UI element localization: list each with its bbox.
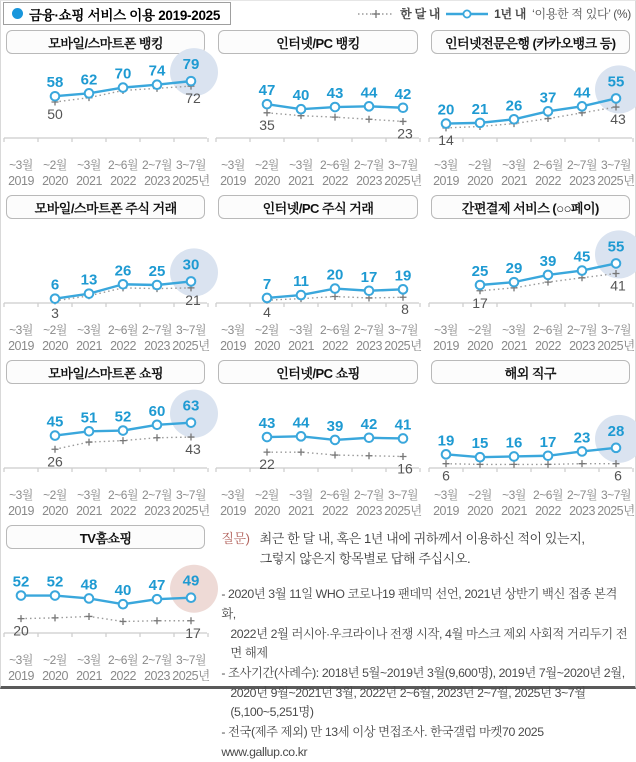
chart-title: 인터넷/PC 쇼핑 (218, 360, 417, 384)
value-label-yearly: 49 (182, 572, 200, 590)
chart-panel (3, 523, 208, 687)
axis-month-label: 3~7월 (600, 488, 631, 502)
value-label-yearly: 55 (607, 73, 624, 91)
axis-month-label: ~2월 (467, 323, 492, 337)
axis-year-label: 2019 (8, 339, 34, 353)
axis-month-label: 3~7월 (388, 158, 419, 172)
axis-year-label: 2020 (466, 339, 493, 353)
axis-month-label: 2~7월 (142, 158, 172, 172)
value-label-monthly: 43 (609, 111, 626, 128)
axis-month-label: 2~7월 (566, 323, 597, 337)
axis-year-label: 2023 (144, 504, 170, 518)
value-label-yearly: 70 (114, 65, 132, 83)
axis-month-label: 2~6월 (108, 323, 138, 337)
chart-plot (3, 549, 208, 684)
value-label-yearly: 44 (360, 84, 378, 102)
value-label-monthly: 4 (263, 304, 272, 321)
axis-year-label: 2021 (288, 174, 315, 188)
axis-month-label: ~3월 (433, 488, 458, 502)
axis-year-label: 2022 (322, 339, 349, 353)
axis-year-label: 2025년 (596, 504, 635, 518)
chart-title: 간편결제 서비스 (○○페이) (431, 195, 630, 219)
value-label-monthly: 17 (471, 294, 488, 311)
axis-year-label: 2023 (144, 174, 170, 188)
axis-month-label: ~2월 (467, 488, 492, 502)
footnote-line: - 전국(제주 제외) 만 13세 이상 면접조사. 한국갤럽 마켓70 2025 www.gallup.co.kr (221, 724, 544, 759)
axis-month-label: ~3월 (433, 158, 458, 172)
axis-year-label: 2021 (76, 504, 102, 518)
axis-month-label: ~3월 (501, 158, 526, 172)
value-label-yearly: 42 (394, 85, 412, 103)
value-label-monthly: 6 (441, 467, 450, 484)
chart-title: 인터넷/PC 주식 거래 (218, 195, 417, 219)
axis-year-label: 2021 (288, 339, 315, 353)
value-label-yearly: 13 (80, 271, 98, 289)
axis-year-label: 2025년 (384, 339, 423, 353)
axis-year-label: 2023 (568, 504, 595, 518)
axis-month-label: 3~7월 (176, 653, 206, 667)
axis-month-label: 2~6월 (532, 158, 563, 172)
axis-year-label: 2023 (568, 174, 595, 188)
value-label-yearly: 20 (326, 266, 344, 284)
value-label-yearly: 25 (471, 263, 488, 280)
chart-title: TV홈쇼핑 (6, 525, 205, 549)
value-label-monthly: 50 (47, 106, 63, 122)
chart-plot (428, 219, 633, 354)
axis-month-label: 3~7월 (176, 488, 206, 502)
value-label-yearly: 48 (80, 576, 98, 594)
axis-month-label: ~3월 (501, 323, 526, 337)
axis-month-label: ~3월 (221, 488, 246, 502)
chart-title: 인터넷/PC 뱅킹 (218, 30, 417, 54)
axis-month-label: 2~6월 (532, 323, 563, 337)
value-label-monthly: 17 (185, 624, 201, 641)
axis-month-label: 2~7월 (142, 653, 172, 667)
footnote-line: - 조사기간(사례수): 2018년 5월~2019년 3월(9,600명), 2019년 7월~2020년 2월, (221, 665, 625, 680)
value-label-monthly: 72 (185, 90, 201, 107)
axis-month-label: 2~7월 (354, 488, 385, 502)
chart-title: 인터넷전문은행 (카카오뱅크 등) (431, 30, 630, 54)
chart-panel (215, 193, 423, 357)
value-label-monthly: 22 (259, 456, 276, 473)
value-label-yearly: 55 (607, 238, 624, 256)
value-label-monthly: 21 (185, 291, 201, 308)
axis-year-label: 2021 (76, 339, 102, 353)
chart-panel (428, 193, 633, 357)
axis-month-label: ~3월 (221, 323, 246, 337)
chart-grid (3, 28, 635, 759)
axis-year-label: 2020 (42, 504, 68, 518)
value-label-monthly: 3 (51, 304, 59, 321)
value-label-monthly: 35 (259, 116, 276, 133)
value-label-yearly: 26 (114, 262, 132, 280)
value-label-yearly: 44 (573, 84, 590, 102)
value-label-monthly: 43 (185, 441, 201, 458)
chart-title: 모바일/스마트폰 쇼핑 (6, 360, 205, 384)
chart-panel (428, 28, 633, 192)
axis-month-label: 2~7월 (142, 488, 172, 502)
value-label-yearly: 63 (182, 397, 200, 415)
value-label-yearly: 39 (326, 417, 344, 435)
axis-year-label: 2025년 (596, 339, 635, 353)
axis-month-label: 2~7월 (354, 323, 385, 337)
axis-month-label: 2~6월 (320, 488, 351, 502)
axis-year-label: 2025년 (384, 174, 423, 188)
value-label-yearly: 7 (263, 275, 272, 293)
axis-year-label: 2023 (356, 339, 383, 353)
axis-month-label: ~3월 (9, 488, 33, 502)
axis-month-label: ~2월 (43, 488, 67, 502)
axis-year-label: 2025년 (596, 174, 635, 188)
chart-panel (3, 358, 208, 522)
axis-month-label: 3~7월 (388, 488, 419, 502)
axis-year-label: 2021 (76, 669, 102, 683)
value-label-yearly: 15 (471, 435, 488, 453)
axis-year-label: 2022 (534, 339, 561, 353)
axis-year-label: 2022 (322, 504, 349, 518)
axis-year-label: 2022 (534, 504, 561, 518)
axis-month-label: 2~6월 (320, 323, 351, 337)
axis-year-label: 2025년 (172, 504, 210, 518)
axis-month-label: ~2월 (467, 158, 492, 172)
footnotes (221, 585, 631, 762)
axis-month-label: ~2월 (255, 323, 280, 337)
solid-line-circle-icon (446, 8, 488, 20)
axis-year-label: 2019 (432, 339, 459, 353)
page-title-box (3, 2, 231, 25)
question-text: 최근 한 달 내, 혹은 1년 내에 귀하께서 이용하신 적이 있는지, 그렇지 않은지 항목별로 답해 주십시오. (259, 531, 585, 567)
axis-month-label: 3~7월 (176, 323, 206, 337)
axis-year-label: 2019 (220, 504, 247, 518)
value-label-yearly: 43 (326, 85, 344, 103)
legend-monthly-label: 한 달 내 (400, 7, 441, 21)
value-label-yearly: 47 (148, 577, 166, 595)
axis-year-label: 2022 (110, 174, 136, 188)
value-label-yearly: 52 (12, 573, 30, 591)
axis-year-label: 2021 (500, 504, 527, 518)
axis-month-label: ~3월 (289, 488, 314, 502)
axis-month-label: 2~6월 (532, 488, 563, 502)
chart-plot (428, 54, 633, 189)
value-label-yearly: 47 (258, 82, 276, 100)
chart-panel (3, 28, 208, 192)
axis-year-label: 2021 (76, 174, 102, 188)
value-label-yearly: 39 (539, 252, 556, 270)
page-title: 금융·쇼핑 서비스 이용 2019-2025 (29, 7, 221, 23)
axis-year-label: 2019 (432, 504, 459, 518)
axis-month-label: ~2월 (43, 653, 67, 667)
axis-month-label: 2~7월 (142, 323, 172, 337)
chart-panel (215, 28, 423, 192)
axis-month-label: ~3월 (289, 158, 314, 172)
legend-yearly-label: 1년 내 (494, 7, 527, 21)
chart-title: 모바일/스마트폰 뱅킹 (6, 30, 205, 54)
value-label-yearly: 20 (437, 101, 454, 119)
value-label-yearly: 52 (46, 573, 64, 591)
value-label-yearly: 28 (607, 422, 624, 440)
legend-suffix: ‘이용한 적 있다’ (%) (532, 7, 631, 21)
value-label-yearly: 40 (292, 87, 310, 105)
value-label-yearly: 40 (114, 582, 132, 600)
axis-year-label: 2020 (466, 174, 493, 188)
value-label-yearly: 16 (505, 434, 522, 452)
value-label-monthly: 14 (437, 131, 454, 148)
value-label-yearly: 17 (360, 268, 378, 286)
dotted-line-plus-icon (358, 9, 394, 19)
axis-year-label: 2019 (220, 174, 247, 188)
axis-year-label: 2020 (42, 339, 68, 353)
question (221, 529, 631, 569)
value-label-yearly: 62 (80, 71, 98, 89)
axis-year-label: 2021 (288, 504, 315, 518)
value-label-yearly: 45 (46, 413, 64, 431)
axis-year-label: 2022 (110, 669, 136, 683)
notes-area (215, 523, 633, 759)
value-label-yearly: 60 (148, 402, 166, 420)
chart-plot (215, 219, 423, 354)
value-label-monthly: 8 (401, 301, 410, 318)
axis-year-label: 2025년 (172, 669, 210, 683)
axis-year-label: 2019 (220, 339, 247, 353)
value-label-yearly: 58 (46, 74, 64, 92)
chart-panel (428, 358, 633, 522)
value-label-monthly: 16 (397, 460, 414, 477)
value-label-yearly: 19 (394, 267, 412, 285)
question-label: 질문) (221, 531, 250, 546)
value-label-yearly: 19 (437, 432, 454, 450)
value-label-monthly: 20 (13, 622, 29, 639)
axis-month-label: 2~7월 (566, 488, 597, 502)
axis-month-label: ~3월 (77, 323, 101, 337)
value-label-yearly: 23 (573, 429, 590, 447)
value-label-yearly: 51 (80, 409, 98, 427)
axis-month-label: ~3월 (289, 323, 314, 337)
axis-year-label: 2023 (356, 504, 383, 518)
chart-plot (3, 219, 208, 354)
axis-month-label: ~3월 (433, 323, 458, 337)
chart-panel (3, 193, 208, 357)
value-label-monthly: 41 (609, 277, 626, 294)
value-label-monthly: 23 (397, 125, 414, 142)
axis-month-label: ~3월 (77, 158, 101, 172)
chart-plot (3, 384, 208, 519)
axis-month-label: ~2월 (255, 488, 280, 502)
footnote-line: - 2020년 3월 11일 WHO 코로나19 팬데믹 선언, 2021년 상반기 백신 접종 본격화, (221, 587, 617, 621)
value-label-yearly: 6 (50, 276, 60, 294)
axis-year-label: 2019 (8, 174, 34, 188)
value-label-yearly: 11 (293, 273, 310, 291)
value-label-yearly: 26 (505, 97, 522, 115)
value-label-yearly: 45 (573, 248, 590, 266)
axis-year-label: 2019 (432, 174, 459, 188)
chart-plot (3, 54, 208, 189)
axis-year-label: 2022 (110, 339, 136, 353)
axis-month-label: 2~6월 (108, 158, 138, 172)
axis-year-label: 2022 (534, 174, 561, 188)
value-label-yearly: 43 (258, 415, 276, 433)
axis-year-label: 2023 (568, 339, 595, 353)
chart-plot (428, 384, 633, 519)
axis-month-label: ~2월 (43, 323, 67, 337)
chart-plot (215, 384, 423, 519)
axis-month-label: ~3월 (501, 488, 526, 502)
axis-month-label: 3~7월 (388, 323, 419, 337)
axis-year-label: 2025년 (384, 504, 423, 518)
axis-year-label: 2020 (466, 504, 493, 518)
axis-month-label: ~3월 (9, 653, 33, 667)
axis-year-label: 2023 (356, 174, 383, 188)
axis-year-label: 2020 (254, 339, 281, 353)
axis-month-label: ~3월 (77, 653, 101, 667)
axis-year-label: 2022 (322, 174, 349, 188)
value-label-yearly: 25 (148, 263, 166, 280)
footnote-line: 2022년 2월 러시아·우크라이나 전쟁 시작, 4월 마스크 제외 사회적 거리두기 전면 해제 (230, 626, 628, 661)
axis-year-label: 2019 (8, 504, 34, 518)
axis-month-label: ~3월 (77, 488, 101, 502)
value-label-yearly: 29 (505, 260, 522, 278)
value-label-yearly: 44 (292, 414, 310, 432)
axis-month-label: 3~7월 (600, 323, 631, 337)
axis-year-label: 2025년 (172, 339, 210, 353)
axis-month-label: 2~7월 (354, 158, 385, 172)
axis-month-label: 3~7월 (600, 158, 631, 172)
value-label-yearly: 74 (148, 62, 166, 80)
footnote-line: 2020년 9월~2021년 3월, 2022년 2~6월, 2023년 2~7월, 2025년 3~7월(5,100~5,251명) (230, 685, 586, 720)
axis-month-label: 2~7월 (566, 158, 597, 172)
value-label-yearly: 21 (471, 100, 488, 118)
axis-year-label: 2020 (254, 174, 281, 188)
axis-month-label: ~3월 (9, 158, 33, 172)
chart-plot (215, 54, 423, 189)
chart-title: 해외 직구 (431, 360, 630, 384)
axis-year-label: 2020 (42, 669, 68, 683)
value-label-yearly: 17 (539, 433, 556, 451)
value-label-yearly: 41 (394, 416, 412, 434)
axis-year-label: 2022 (110, 504, 136, 518)
axis-year-label: 2023 (144, 339, 170, 353)
axis-month-label: 2~6월 (108, 488, 138, 502)
axis-month-label: 2~6월 (108, 653, 138, 667)
axis-year-label: 2025년 (172, 174, 210, 188)
axis-year-label: 2023 (144, 669, 170, 683)
value-label-yearly: 79 (182, 56, 200, 74)
axis-year-label: 2021 (500, 339, 527, 353)
axis-month-label: 3~7월 (176, 158, 206, 172)
legend (358, 5, 633, 22)
bullet-dot-icon (12, 8, 23, 19)
axis-year-label: 2020 (254, 504, 281, 518)
chart-title: 모바일/스마트폰 주식 거래 (6, 195, 205, 219)
value-label-yearly: 52 (114, 408, 132, 426)
top-bar (3, 1, 633, 26)
axis-month-label: ~3월 (9, 323, 33, 337)
axis-year-label: 2019 (8, 669, 34, 683)
chart-panel (215, 358, 423, 522)
axis-month-label: 2~6월 (320, 158, 351, 172)
axis-year-label: 2021 (500, 174, 527, 188)
axis-year-label: 2020 (42, 174, 68, 188)
axis-month-label: ~3월 (221, 158, 246, 172)
axis-month-label: ~2월 (43, 158, 67, 172)
value-label-yearly: 30 (182, 256, 200, 274)
axis-month-label: ~2월 (255, 158, 280, 172)
value-label-monthly: 6 (613, 467, 622, 484)
value-label-monthly: 26 (47, 453, 63, 470)
value-label-yearly: 37 (539, 89, 556, 107)
value-label-yearly: 42 (360, 415, 378, 433)
